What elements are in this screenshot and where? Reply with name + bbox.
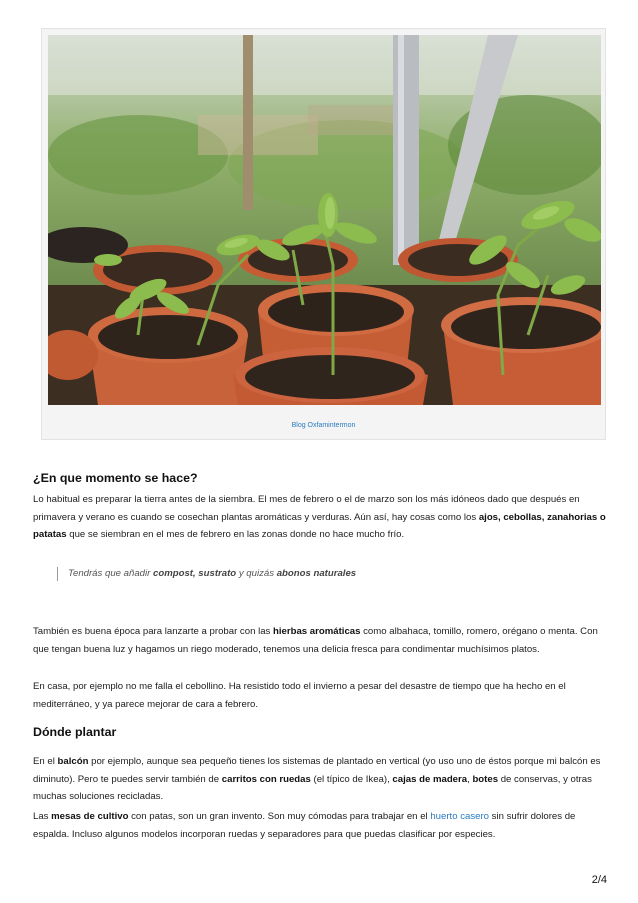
bold-span: carritos con ruedas <box>221 773 311 785</box>
section-heading-when: ¿En que momento se hace? <box>33 471 198 485</box>
seedlings-photo <box>48 35 601 405</box>
quote-text: y quizás <box>236 568 277 579</box>
bold-span: botes <box>472 773 499 785</box>
bold-span: hierbas aromáticas <box>273 626 361 637</box>
bold-span: mesas de cultivo <box>51 811 129 822</box>
text-span: Lo habitual es preparar la tierra antes de la siembra. El mes de febrero o el de marzo son los más idóneos dado que después en primavera y verano es cuando se cosechan plantas aromáticas y verduras. Aún así, hay cosas como los <box>33 494 580 523</box>
figure <box>41 28 606 440</box>
text-span: Las <box>33 811 52 822</box>
quote-bold: compost, sustrato <box>153 568 237 579</box>
text-span: En el <box>33 756 58 767</box>
text-span: que se siembran en el mes de febrero en las zonas donde no hace mucho frío. <box>66 529 405 540</box>
bold-span: balcón <box>57 756 89 767</box>
paragraph-herbs <box>33 623 611 658</box>
paragraph-when <box>33 491 611 544</box>
bold-span: cajas de madera <box>392 773 468 785</box>
text-span: como albahaca, tomillo, romero, orégano o menta. Con que tengan buena luz y hagamos un riego moderado, tenemos una delicia fresca para condimentar muchísimos platos. <box>33 626 598 655</box>
quote-text: Tendrás que añadir <box>68 568 153 579</box>
image-caption: Blog Oxfamintermon <box>291 422 356 429</box>
bold-span: ajos, cebollas, zanahorias o patatas <box>33 511 606 540</box>
text-span: (el típico de Ikea), <box>310 773 393 785</box>
quote-bold: abonos naturales <box>276 568 357 579</box>
section-heading-where: Dónde plantar <box>33 725 117 739</box>
text-span: sin sufrir dolores de espalda. Incluso algunos modelos incorporan ruedas y separadores para que puedas clasificar por especies. <box>33 811 576 840</box>
text-span: con patas, son un gran invento. Son muy cómodas para trabajar en el <box>128 811 431 822</box>
page-number: 2/4 <box>591 874 607 886</box>
text-span: También es buena época para lanzarte a probar con las <box>33 626 273 637</box>
text-span: de conservas, y otras muchas soluciones recicladas. <box>33 773 592 802</box>
text-span: por ejemplo, aunque sea pequeño tienes los sistemas de plantado en vertical (yo uso uno de éstos porque mi balcón es diminuto). Pero te puedes servir también de <box>33 756 601 785</box>
paragraph-chives: En casa, por ejemplo no me falla el cebollino. Ha resistido todo el invierno a pesar del desastre de tiempo que ha hecho en el mediterráneo, y ya parece mejorar de cara a febrero. <box>33 681 566 710</box>
paragraph-tables <box>33 808 611 843</box>
paragraph-balcony <box>33 753 611 806</box>
text-span: , <box>467 773 473 785</box>
blockquote-tip <box>57 567 356 581</box>
huerto-casero-link[interactable]: huerto casero <box>430 811 489 822</box>
